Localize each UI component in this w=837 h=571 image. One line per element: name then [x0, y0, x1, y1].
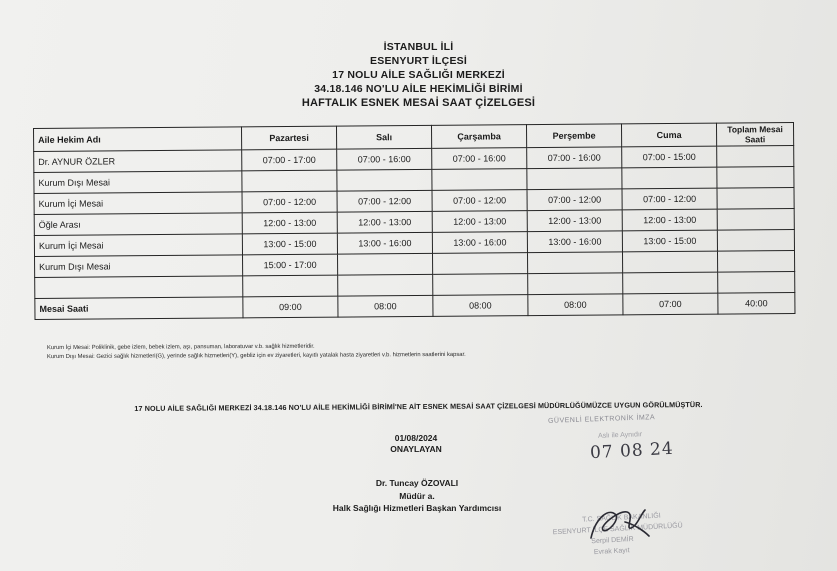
schedule-cell: 12:00 - 13:00 — [337, 211, 432, 233]
electronic-signature-stamp: GÜVENLİ ELEKTRONİK İMZA — [547, 414, 656, 425]
signer-position: Halk Sağlığı Hizmetleri Başkan Yardımcısı — [332, 503, 502, 513]
footnote-internal: Kurum İçi Mesai: Poliklinik, gebe izlem, bebek izlem, aşı, pansuman, laboratuvar v.b. sağlık hizmetleridir. — [46, 343, 315, 352]
schedule-cell — [717, 251, 794, 273]
stamp-record: Evrak Kayıt — [593, 547, 630, 557]
total-header-label: Toplam Mesai Saati — [727, 124, 783, 145]
schedule-cell: 13:00 - 15:00 — [242, 233, 337, 255]
schedule-cell: 07:00 - 12:00 — [527, 189, 622, 211]
schedule-cell: 12:00 - 13:00 — [242, 212, 337, 234]
row-label: Kurum İçi Mesai — [34, 234, 242, 257]
schedule-cell — [717, 188, 794, 210]
schedule-cell: 07:00 - 15:00 — [622, 146, 717, 168]
approval-block — [316, 433, 516, 455]
schedule-cell — [527, 168, 622, 190]
schedule-cell — [338, 274, 433, 296]
schedule-cell — [623, 272, 718, 294]
column-header-tuesday: Salı — [336, 125, 431, 149]
row-label: Kurum Dışı Mesai — [35, 255, 243, 278]
schedule-cell: 07:00 - 12:00 — [337, 190, 432, 212]
approval-status: ONAYLAYAN — [390, 444, 442, 454]
schedule-cell: 15:00 - 17:00 — [243, 254, 338, 276]
schedule-cell: 13:00 - 15:00 — [622, 230, 717, 252]
approval-statement: 17 NOLU AİLE SAĞLIĞI MERKEZİ 34.18.146 NO'LU AİLE HEKİMLİĞİ BİRİMİ'NE AİT ESNEK MESAİ SAAT ÇİZELGESİ MÜDÜRLÜĞÜMÜZCE UYGUN GÖRÜLMÜŞTÜR. — [134, 400, 703, 413]
schedule-cell: 07:00 - 17:00 — [242, 149, 337, 171]
row-label: Dr. AYNUR ÖZLER — [34, 150, 242, 173]
header-health-center: 17 NOLU AİLE SAĞLIĞI MERKEZİ — [332, 69, 505, 81]
stamp-ministry: T.C. SAĞLIK BAKANLIĞI — [582, 512, 661, 524]
handwritten-date: 07 08 24 — [589, 438, 675, 464]
document-header — [0, 40, 837, 110]
schedule-cell — [527, 252, 622, 274]
approval-date: 01/08/2024 — [394, 433, 438, 443]
signature-icon — [585, 500, 655, 550]
schedule-cell: 13:00 - 16:00 — [337, 232, 432, 254]
row-label: Kurum İçi Mesai — [34, 192, 242, 215]
schedule-cell — [243, 275, 338, 297]
row-label: Kurum Dışı Mesai — [34, 171, 242, 194]
header-unit: 34.18.146 NO'LU AİLE HEKİMLİĞİ BİRİMİ — [314, 83, 523, 95]
schedule-cell — [242, 170, 337, 192]
signer-block — [302, 477, 532, 515]
schedule-cell — [718, 272, 795, 294]
schedule-cell: 12:00 - 13:00 — [432, 211, 527, 233]
footnote-external: Kurum Dışı Mesai: Gezici sağlık hizmetleri(G), yerinde sağlık hizmetleri(Y), gebliz için ev ziyaretleri, kayıtlı yatalak hasta ziyaretleri v.b. hizmetlerin saatlerini kapsar. — [47, 351, 466, 361]
schedule-cell — [337, 253, 432, 275]
schedule-body — [34, 146, 795, 320]
signer-title: Müdür a. — [399, 490, 435, 501]
document-title: HAFTALIK ESNEK MESAİ SAAT ÇİZELGESİ — [301, 97, 536, 109]
schedule-cell: 08:00 — [338, 295, 433, 317]
row-label: Öğle Arası — [34, 213, 242, 236]
row-label: Mesai Saati — [35, 297, 243, 320]
column-header-monday: Pazartesi — [241, 126, 336, 150]
schedule-cell: 13:00 - 16:00 — [432, 232, 527, 254]
column-header-thursday: Perşembe — [526, 124, 621, 148]
signer-name: Dr. Tuncay ÖZOVALI — [375, 478, 459, 488]
schedule-cell — [622, 251, 717, 273]
schedule-cell: 09:00 — [243, 296, 338, 318]
stamp-directorate: ESENYURT İLÇE SAĞLIK MÜDÜRLÜĞÜ — [552, 522, 683, 537]
header-province: İSTANBUL İLİ — [383, 41, 454, 53]
schedule-cell — [432, 169, 527, 191]
schedule-cell: 07:00 - 12:00 — [432, 190, 527, 212]
schedule-table — [33, 122, 795, 320]
schedule-cell — [433, 274, 528, 296]
schedule-cell: 40:00 — [718, 293, 795, 315]
schedule-cell: 12:00 - 13:00 — [622, 209, 717, 231]
schedule-cell — [717, 230, 794, 252]
schedule-cell: 07:00 - 16:00 — [432, 148, 527, 170]
schedule-cell — [622, 167, 717, 189]
schedule-cell — [337, 169, 432, 191]
schedule-cell: 07:00 - 16:00 — [337, 148, 432, 170]
schedule-cell: 08:00 — [433, 295, 528, 317]
column-header-friday: Cuma — [621, 123, 716, 147]
schedule-cell: 07:00 - 12:00 — [622, 188, 717, 210]
row-label — [35, 276, 243, 299]
column-header-doctor: Aile Hekim Adı — [34, 127, 242, 152]
schedule-cell: 07:00 — [623, 293, 718, 315]
schedule-cell: 08:00 — [528, 294, 623, 316]
schedule-cell: 12:00 - 13:00 — [527, 210, 622, 232]
schedule-cell — [528, 273, 623, 295]
schedule-cell: 07:00 - 16:00 — [527, 147, 622, 169]
footnotes — [47, 342, 466, 362]
column-header-wednesday: Çarşamba — [431, 125, 526, 149]
header-district: ESENYURT İLÇESİ — [370, 55, 467, 67]
schedule-cell — [432, 253, 527, 275]
schedule-cell: 13:00 - 16:00 — [527, 231, 622, 253]
schedule-cell — [717, 209, 794, 231]
stamp-officer: Serpil DEMİR — [591, 535, 634, 546]
schedule-cell — [717, 146, 794, 168]
column-header-total — [716, 123, 793, 147]
schedule-cell — [717, 167, 794, 189]
schedule-cell: 07:00 - 12:00 — [242, 191, 337, 213]
stamp-subtext: Aslı ile Aynıdır — [597, 431, 643, 440]
